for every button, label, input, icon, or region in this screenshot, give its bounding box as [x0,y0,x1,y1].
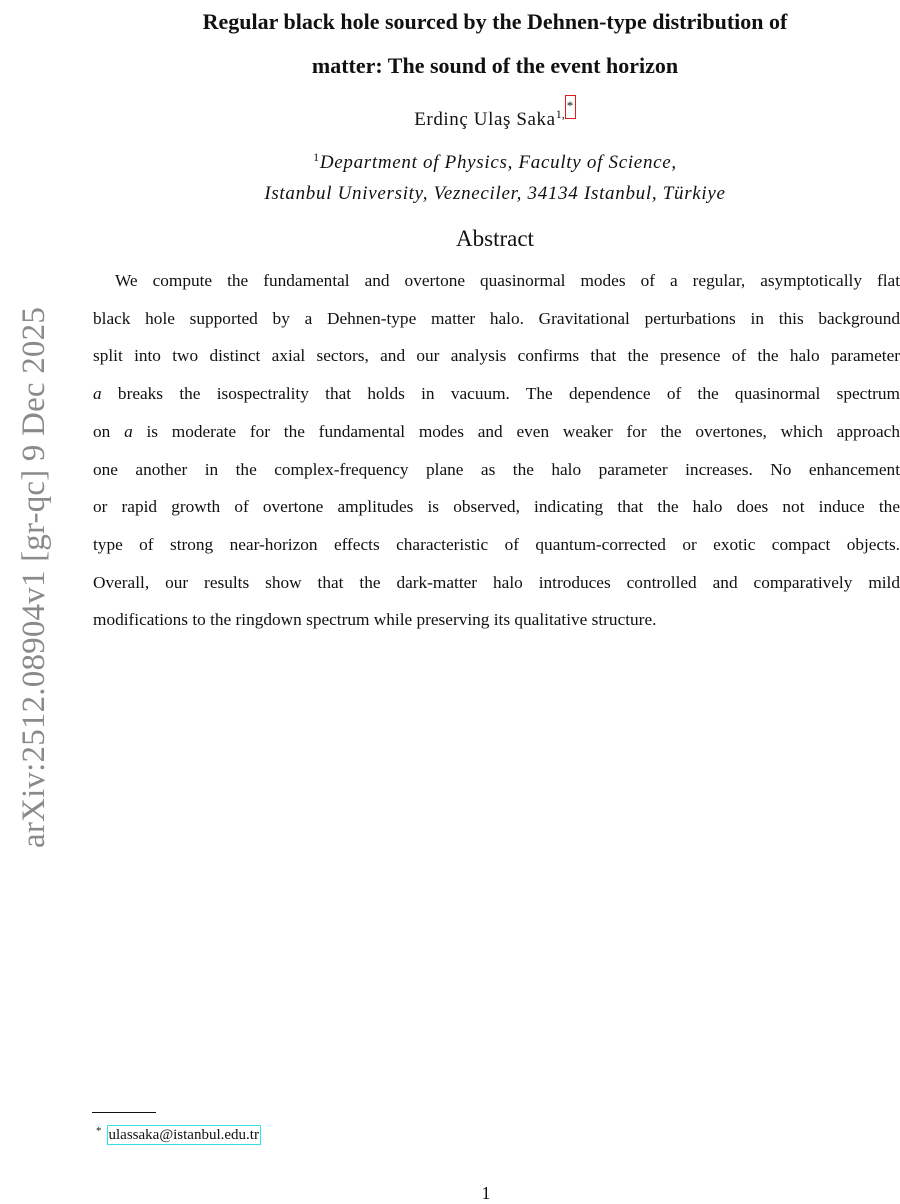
affiliation-mark: 1 [313,150,320,164]
title-line-1: Regular black hole sourced by the Dehnen-type distribution of [202,9,788,34]
abstract-line: one another in the complex-frequency plane as the halo parameter increases. No enhancement [93,459,900,479]
abstract-line: a breaks the isospectrality that holds in vacuum. The dependence of the quasinormal spectrum [93,384,900,404]
footnote-divider [92,1112,156,1113]
title-line-2: matter: The sound of the event horizon [311,53,679,78]
abstract-line: on a is moderate for the fundamental modes and even weaker for the overtones, which approach [93,421,900,441]
author-affiliation-mark: 1, [555,107,565,121]
abstract-line: split into two distinct axial sectors, and our analysis confirms that the presence of the halo parameter [93,346,900,366]
abstract-line: modifications to the ringdown spectrum while preserving its qualitative structure. [93,610,657,630]
footnote [96,1121,261,1145]
page-number: 1 [481,1183,491,1203]
abstract-line: black hole supported by a Dehnen-type matter halo. Gravitational perturbations in this background [93,308,900,328]
paper-title [90,0,900,88]
abstract-line: We compute the fundamental and overtone quasinormal modes of a regular, asymptotically flat [115,271,900,290]
affiliation-line-1 [90,145,900,175]
math-symbol-a: a [93,384,102,404]
abstract-heading: Abstract [456,226,534,251]
abstract-line: type of strong near-horizon effects characteristic of quantum-corrected or exotic compact objects. [93,534,900,554]
math-symbol-a: a [124,421,133,441]
footnote-link[interactable]: * [565,95,576,119]
abstract-line: Overall, our results show that the dark-matter halo introduces controlled and comparatively mild [93,572,900,592]
footnote-mark: * [96,1125,102,1137]
author-line [90,98,900,132]
abstract-body [93,262,900,639]
author-name: Erdinç Ulaş Saka [414,109,556,130]
affiliation-department: Department of Physics, Faculty of Science, [319,152,677,173]
email-link[interactable]: ulassaka@istanbul.edu.tr [108,1127,259,1143]
abstract-line: or rapid growth of overtone amplitudes is observed, indicating that the halo does not induce the [93,497,900,517]
arxiv-identifier-stamp: arXiv:2512.08904v1 [gr-qc] 9 Dec 2025 [16,306,52,848]
affiliation-line-2: Istanbul University, Vezneciler, 34134 Istanbul, Türkiye [264,183,726,204]
